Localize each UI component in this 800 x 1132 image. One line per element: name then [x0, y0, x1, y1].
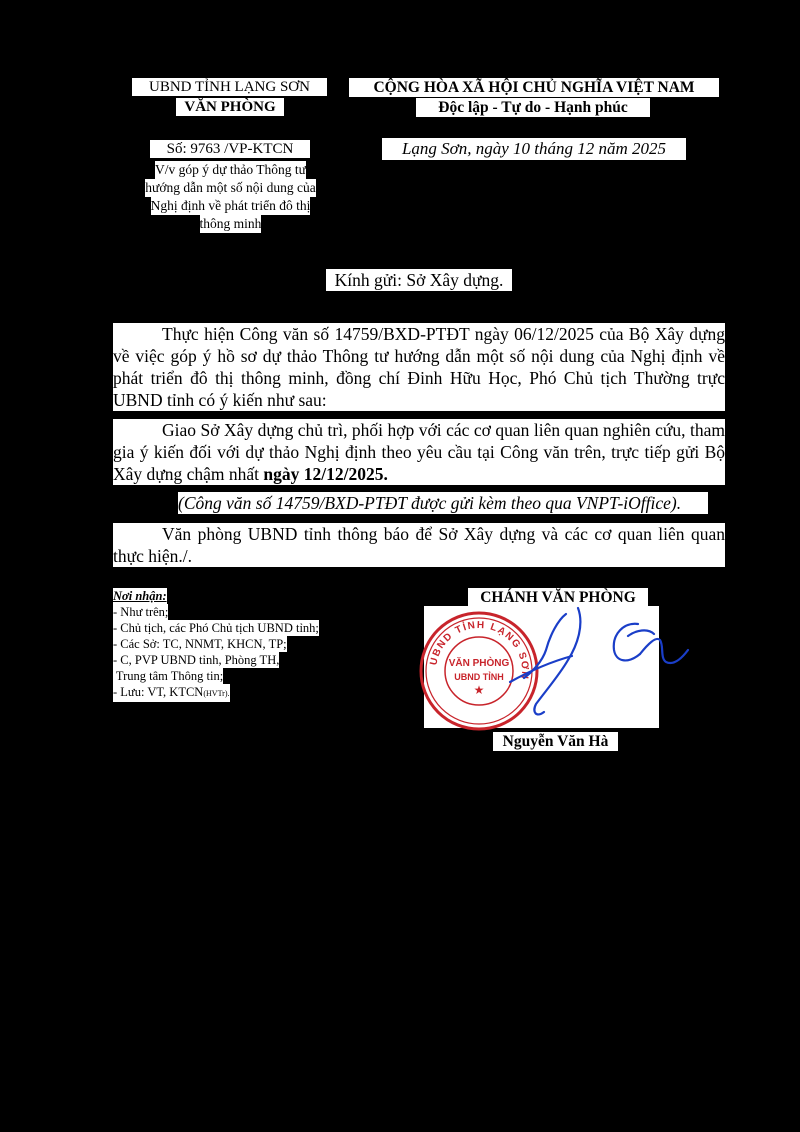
signer-name: Nguyễn Văn Hà [493, 732, 618, 751]
recipient-item: Trung tâm Thông tin; [113, 669, 224, 683]
recipients-block [113, 588, 319, 702]
recipient-item: - Như trên; [113, 605, 169, 619]
svg-text:★: ★ [473, 683, 485, 697]
subject-line: V/v góp ý dự thảo Thông tư [155, 162, 306, 177]
agency-parent: UBND TỈNH LẠNG SƠN [132, 78, 327, 96]
deadline-date: ngày 12/12/2025. [263, 464, 388, 484]
document-number: Số: 9763 /VP-KTCN [150, 140, 310, 158]
paragraph-2-text: Giao Sở Xây dựng chủ trì, phối hợp với các cơ quan liên quan nghiên cứu, tham gia ý kiến đối với dự thảo Nghị định theo yêu cầu tại Công văn trên, trực tiếp gửi Bộ Xây dựng chậm nhất [113, 420, 725, 484]
signer-title: CHÁNH VĂN PHÒNG [468, 588, 648, 607]
recipient-item-last-prefix: - Lưu: VT, KTCN [113, 685, 204, 699]
recipient-item: - Chủ tịch, các Phó Chủ tịch UBND tỉnh; [113, 621, 319, 635]
stamp-center-line2: UBND TỈNH [454, 672, 504, 682]
recipient-line: Kính gửi: Sở Xây dựng. [326, 269, 512, 291]
recipient-item-last-suffix: (HVTr). [203, 689, 230, 698]
place-date-prefix: Lạng Sơn, ngày [401, 139, 514, 158]
place-date-suffix: tháng 12 năm 2025 [530, 139, 667, 158]
stamp-center-line1: VĂN PHÒNG [448, 658, 510, 669]
agency-name: VĂN PHÒNG [176, 98, 284, 117]
paragraph-2 [113, 419, 725, 485]
subject-line: hướng dẫn một số nội dung của [145, 180, 316, 195]
handwritten-signature-icon [488, 600, 698, 738]
document-subject [118, 161, 343, 233]
paragraph-1: Thực hiện Công văn số 14759/BXD-PTĐT ngày 06/12/2025 của Bộ Xây dựng về việc góp ý hồ sơ dự thảo Thông tư hướng dẫn một số nội dung của Nghị định về phát triển đô thị thông minh, đồng chí Đinh Hữu Học, Phó Chủ tịch Thường trực UBND tỉnh có ý kiến như sau: [113, 324, 725, 410]
subject-line: Nghị định về phát triển đô thị [150, 198, 311, 213]
paragraph-3: (Công văn số 14759/BXD-PTĐT được gửi kèm theo qua VNPT-iOffice). [178, 492, 708, 514]
subject-line: thông minh [199, 216, 262, 231]
place-date-day: 10 [513, 139, 531, 158]
recipient-item: - Các Sở: TC, NNMT, KHCN, TP; [113, 637, 287, 651]
recipients-title: Nơi nhận: [113, 589, 167, 603]
paragraph-4: Văn phòng UBND tỉnh thông báo để Sở Xây dựng và các cơ quan liên quan thực hiện./. [113, 524, 725, 566]
stamp-ring-text: UBND TỈNH LẠNG SƠN [428, 619, 531, 681]
recipient-item: - C, PVP UBND tỉnh, Phòng TH, [113, 653, 280, 667]
recipient-item-last [113, 684, 230, 702]
national-motto: Độc lập - Tự do - Hạnh phúc [416, 98, 650, 118]
country-name: CỘNG HÒA XÃ HỘI CHỦ NGHĨA VIỆT NAM [349, 78, 719, 97]
place-date [382, 138, 686, 160]
